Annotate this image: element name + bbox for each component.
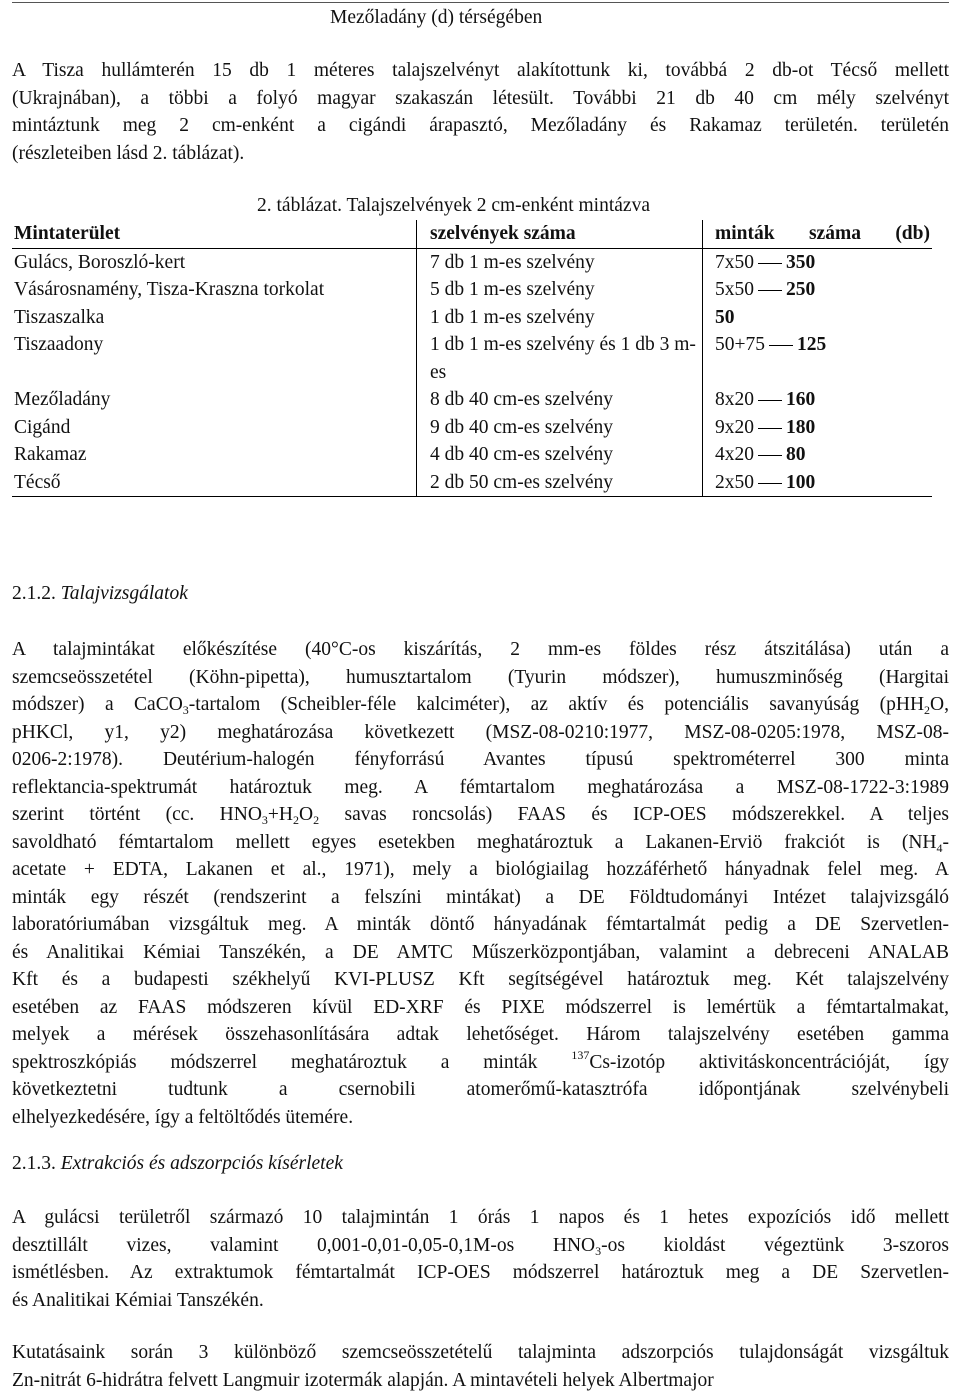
dash-separator bbox=[758, 483, 782, 484]
section-title: Talajvizsgálatok bbox=[61, 583, 188, 604]
cell-area: Rakamaz bbox=[12, 441, 417, 469]
column-header-area: Mintaterület bbox=[12, 220, 417, 248]
text-line: laboratóriumában vizsgáltuk meg. A minták döntő hányadának fémtartalmát pedig a DE Szervetlen- bbox=[12, 911, 949, 939]
dash-separator bbox=[758, 400, 782, 401]
text-line: melyek a mérések összehasonlítására adtak lehetőséget. Három talajszelvény esetében gamma bbox=[12, 1021, 949, 1049]
sample-calc: 7x50 bbox=[715, 252, 754, 273]
dash-separator bbox=[758, 263, 782, 264]
text-line: A talajmintákat előkészítése (40°C-os kiszárítás, 2 mm-es földes rész átszitálása) után a bbox=[12, 636, 949, 664]
cell-profiles: 7 db 1 m-es szelvény bbox=[417, 248, 703, 276]
table-row bbox=[12, 441, 932, 469]
table-row bbox=[12, 304, 932, 332]
cell-profiles: 1 db 1 m-es szelvény és 1 db 3 m-es bbox=[417, 331, 703, 386]
text-line: pHKCl, y1, y2) meghatározása következett (MSZ-08-0210:1977, MSZ-08-0205:1978, MSZ-08- bbox=[12, 719, 949, 747]
sampling-table bbox=[12, 220, 932, 497]
text-line: (részleteiben lásd 2. táblázat). bbox=[12, 140, 949, 168]
cell-area: Mezőladány bbox=[12, 386, 417, 414]
dash-separator bbox=[769, 345, 793, 346]
table-body bbox=[12, 248, 932, 497]
cell-samples bbox=[703, 441, 933, 469]
table-row bbox=[12, 276, 932, 304]
section-number: 2.1.2. bbox=[12, 583, 56, 604]
cell-area: Vásárosnamény, Tisza-Kraszna torkolat bbox=[12, 276, 417, 304]
text-line: következtetni tudtunk a csernobili atomerőmű-katasztrófa időpontjának szelvénybeli bbox=[12, 1076, 949, 1104]
cell-profiles: 1 db 1 m-es szelvény bbox=[417, 304, 703, 332]
text-line: ismétlésben. Az extraktumok fémtartalmát ICP-OES módszerrel határoztuk meg a DE Szervetlen- bbox=[12, 1259, 949, 1287]
table-row bbox=[12, 414, 932, 442]
adsorption-paragraph bbox=[12, 1339, 949, 1394]
cell-profiles: 8 db 40 cm-es szelvény bbox=[417, 386, 703, 414]
cell-profiles: 9 db 40 cm-es szelvény bbox=[417, 414, 703, 442]
text-line: desztillált vizes, valamint 0,001-0,01-0,05-0,1M-os $HNO_3-os$ kioldást végeztünk 3-szoros bbox=[12, 1232, 949, 1260]
cell-samples bbox=[703, 469, 933, 497]
table-row bbox=[12, 248, 932, 276]
text-line: savoldható fémtartalom mellett egyes esetekben meghatároztuk a Lakanen-Erviö frakciót is ($NH_4-$ bbox=[12, 829, 949, 857]
intro-paragraph bbox=[12, 57, 949, 167]
extraction-paragraph bbox=[12, 1204, 949, 1314]
cell-area: Gulács, Boroszló-kert bbox=[12, 248, 417, 276]
text-line: mintáztunk meg 2 cm-enként a cigándi árapasztó, Mezőladány és Rakamaz területén. területén bbox=[12, 112, 949, 140]
sample-calc: 50+75 bbox=[715, 334, 765, 355]
cell-samples bbox=[703, 304, 933, 332]
cell-area: Tiszaadony bbox=[12, 331, 417, 386]
sample-total: 100 bbox=[786, 472, 815, 493]
cell-profiles: 4 db 40 cm-es szelvény bbox=[417, 441, 703, 469]
text-line: 0206-2:1978). Deutérium-halogén fényforrású Avantes típusú spektrométerrel 300 minta bbox=[12, 746, 949, 774]
running-heading: Mezőladány (d) térségében bbox=[330, 6, 542, 30]
text-line: szerint történt (cc. $HNO_3+H_2O_2$ savas roncsolás) FAAS és ICP-OES módszerekkel. A teljes bbox=[12, 801, 949, 829]
sample-calc: 4x20 bbox=[715, 444, 754, 465]
text-line: esetében az FAAS módszeren kívül ED-XRF és PIXE módszerrel is lemértük a fémtartalmakat, bbox=[12, 994, 949, 1022]
text-line: Zn-nitrát 6-hidrátra felvett Langmuir izotermák alapján. A mintavételi helyek Albertmajor bbox=[12, 1367, 949, 1394]
sample-total: 180 bbox=[786, 417, 815, 438]
cell-area: Tiszaszalka bbox=[12, 304, 417, 332]
column-header-samples: minták száma (db) bbox=[703, 220, 933, 248]
sample-total: 80 bbox=[786, 444, 806, 465]
sample-total: 160 bbox=[786, 389, 815, 410]
sample-total: 50 bbox=[715, 307, 735, 328]
table-row bbox=[12, 469, 932, 497]
table-caption: 2. táblázat. Talajszelvények 2 cm-enként mintázva bbox=[257, 194, 650, 218]
cell-samples bbox=[703, 276, 933, 304]
text-line: (Ukrajnában), a többi a folyó magyar szakaszán létesült. További 21 db 40 cm mély szelvényt bbox=[12, 85, 949, 113]
text-line: A Tisza hullámterén 15 db 1 méteres talajszelvényt alakítottunk ki, továbbá 2 db-ot Técső mellett bbox=[12, 57, 949, 85]
cell-samples bbox=[703, 248, 933, 276]
sample-calc: 5x50 bbox=[715, 279, 754, 300]
sample-calc: 9x20 bbox=[715, 417, 754, 438]
text-line: spektroszkópiás módszerrel meghatároztuk a minták $^{137}$Cs-izotóp aktivitáskoncentrációját, így bbox=[12, 1049, 949, 1077]
cell-samples bbox=[703, 386, 933, 414]
text-line: szemcseösszetétel (Köhn-pipetta), humusztartalom (Tyurin módszer), humuszminőség (Hargitai bbox=[12, 664, 949, 692]
dash-separator bbox=[758, 428, 782, 429]
sample-total: 350 bbox=[786, 252, 815, 273]
dash-separator bbox=[758, 290, 782, 291]
sample-calc: 8x20 bbox=[715, 389, 754, 410]
text-line: Kutatásaink során 3 különböző szemcseösszetételű talajminta adszorpciós tulajdonságát vizsgáltuk bbox=[12, 1339, 949, 1367]
soil-analysis-paragraph bbox=[12, 636, 949, 1131]
dash-separator bbox=[758, 455, 782, 456]
cell-area: Cigánd bbox=[12, 414, 417, 442]
text-line: módszer) a CaCO$_3$-tartalom (Scheibler-féle kalciméter), az aktív és potenciális savanyúság (pHH$_2$O, bbox=[12, 691, 949, 719]
text-line: acetate + EDTA, Lakanen et al., 1971), mely a biológiailag hozzáférhető hányadnak felel meg. A bbox=[12, 856, 949, 884]
text-line: A gulácsi területről származó 10 talajmintán 1 órás 1 napos és 1 hetes expozíciós idő mellett bbox=[12, 1204, 949, 1232]
text-line: reflektancia-spektrumát határoztuk meg. A fémtartalom meghatározása a MSZ-08-1722-3:1989 bbox=[12, 774, 949, 802]
subsection-heading-2-1-2 bbox=[12, 582, 188, 606]
cell-samples bbox=[703, 414, 933, 442]
section-title: Extrakciós és adszorpciós kísérletek bbox=[61, 1153, 343, 1174]
text-line: Kft és a budapesti székhelyű KVI-PLUSZ Kft segítségével határoztuk meg. Két talajszelvény bbox=[12, 966, 949, 994]
cell-profiles: 2 db 50 cm-es szelvény bbox=[417, 469, 703, 497]
section-number: 2.1.3. bbox=[12, 1153, 56, 1174]
cell-profiles: 5 db 1 m-es szelvény bbox=[417, 276, 703, 304]
text-line: és Analitikai Kémiai Tanszékén. bbox=[12, 1287, 949, 1315]
cell-samples bbox=[703, 331, 933, 386]
sample-calc: 2x50 bbox=[715, 472, 754, 493]
table-row bbox=[12, 386, 932, 414]
top-rule bbox=[12, 2, 949, 3]
text-line: minták egy részét (rendszerint a felszíni mintákat) a DE Földtudományi Intézet talajvizsgáló bbox=[12, 884, 949, 912]
table-row bbox=[12, 331, 932, 386]
text-line: elhelyezkedésére, így a feltöltődés ütemére. bbox=[12, 1104, 949, 1132]
subsection-heading-2-1-3 bbox=[12, 1152, 343, 1176]
table-header-row bbox=[12, 220, 932, 248]
sample-total: 250 bbox=[786, 279, 815, 300]
column-header-profiles: szelvények száma bbox=[417, 220, 703, 248]
text-line: és Analitikai Kémiai Tanszékén, a DE AMTC Műszerközpontjában, valamint a debreceni ANALAB bbox=[12, 939, 949, 967]
cell-area: Técső bbox=[12, 469, 417, 497]
sample-total: 125 bbox=[797, 334, 826, 355]
